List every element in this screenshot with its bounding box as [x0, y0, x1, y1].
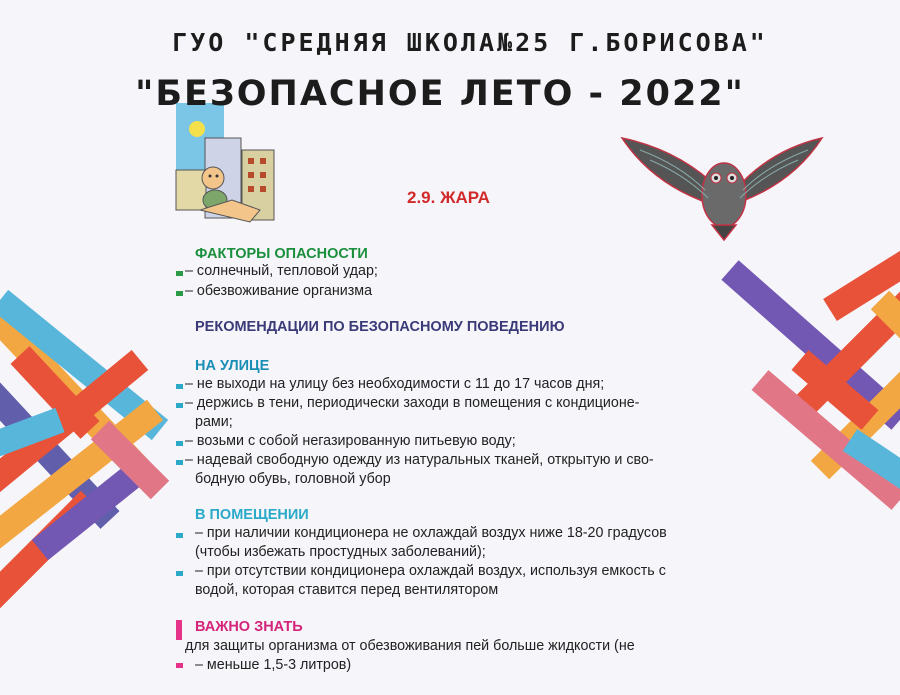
outside-item: – не выходи на улицу без необходимости с 11 до 17 часов дня;	[185, 376, 605, 392]
topic-heading: 2.9. ЖАРА	[407, 188, 490, 207]
bullet-icon	[176, 271, 183, 276]
danger-item: – обезвоживание организма	[185, 283, 373, 299]
outside-item: – держись в тени, периодически заходи в помещения с кондиционе-	[185, 395, 640, 411]
important-item: – меньше 1,5-3 литров)	[195, 657, 352, 673]
bullet-icon	[176, 403, 183, 408]
indoors-heading: В ПОМЕЩЕНИИ	[195, 507, 309, 523]
danger-heading: ФАКТОРЫ ОПАСНОСТИ	[195, 246, 368, 262]
poster-title: "БЕЗОПАСНОЕ ЛЕТО - 2022"	[135, 74, 745, 114]
bullet-icon	[176, 441, 183, 446]
bullet-icon	[176, 291, 183, 296]
bullet-icon	[176, 571, 183, 576]
bullet-icon	[176, 533, 183, 538]
outside-item: – надевай свободную одежду из натуральных тканей, открытую и сво-	[185, 452, 654, 468]
outside-heading: НА УЛИЦЕ	[195, 358, 270, 374]
important-marker	[176, 620, 182, 640]
indoors-item: водой, которая ставится перед вентилятором	[195, 582, 499, 598]
bullet-icon	[176, 460, 183, 465]
outside-item: – возьми с собой негазированную питьевую воду;	[185, 433, 516, 449]
recommendations-heading: РЕКОМЕНДАЦИИ ПО БЕЗОПАСНОМУ ПОВЕДЕНИЮ	[195, 319, 565, 335]
outside-item: бодную обувь, головной убор	[195, 471, 391, 487]
danger-item: – солнечный, тепловой удар;	[185, 263, 378, 279]
bullet-icon	[176, 663, 183, 668]
important-heading: ВАЖНО ЗНАТЬ	[195, 619, 303, 635]
indoors-item: – при наличии кондиционера не охлаждай воздух ниже 18-20 градусов	[195, 525, 667, 541]
outside-item: рами;	[195, 414, 233, 430]
school-name: ГУО "СРЕДНЯЯ ШКОЛА№25 Г.БОРИСОВА"	[172, 28, 768, 57]
indoors-item: – при отсутствии кондиционера охлаждай воздух, используя емкость с	[195, 563, 666, 579]
important-item: для защиты организма от обезвоживания пей больше жидкости (не	[185, 638, 635, 654]
indoors-item: (чтобы избежать простудных заболеваний);	[195, 544, 486, 560]
bullet-icon	[176, 384, 183, 389]
